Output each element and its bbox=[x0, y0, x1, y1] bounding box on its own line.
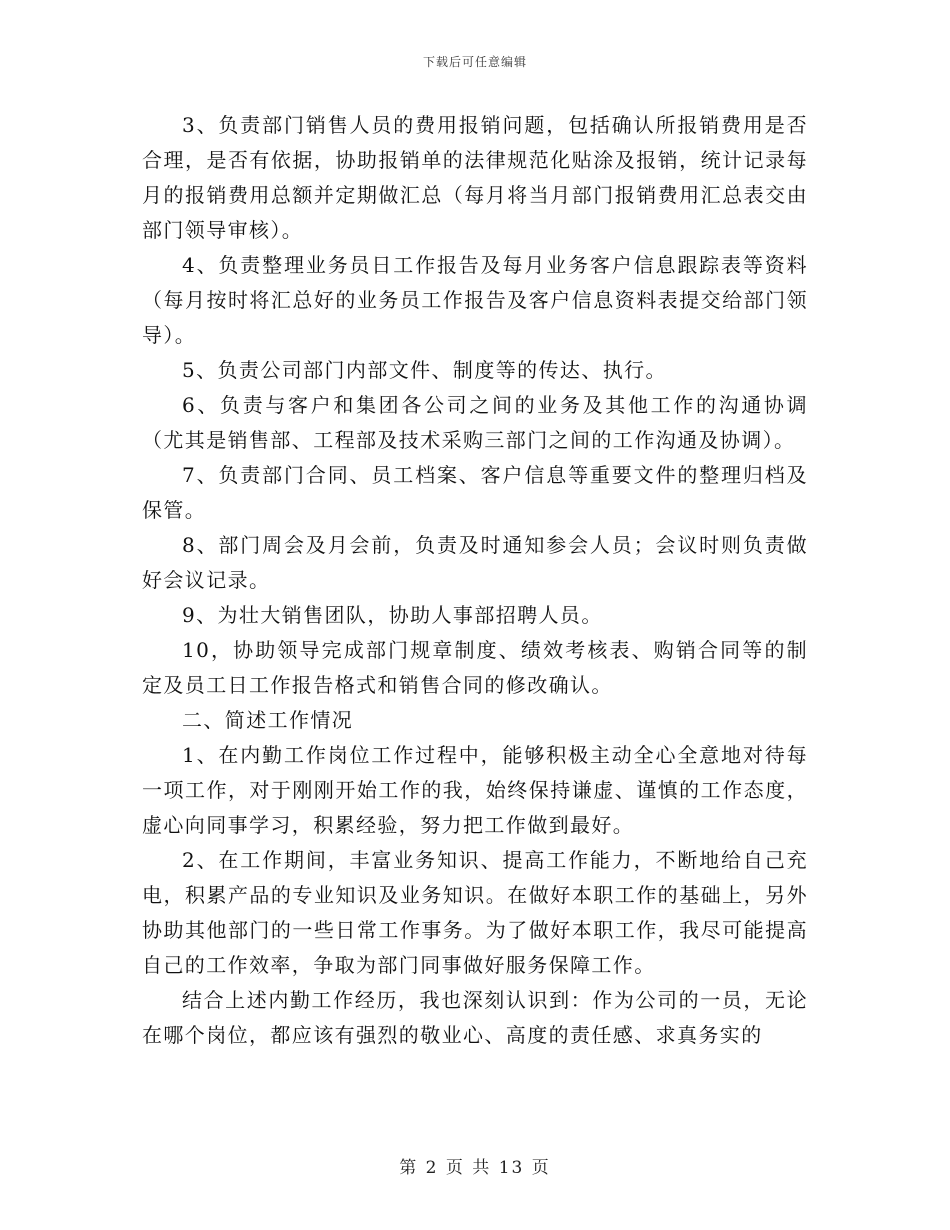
page-number: 第 2 页 共 13 页 bbox=[399, 1158, 551, 1178]
paragraph-duty-7: 7、负责部门合同、员工档案、客户信息等重要文件的整理归档及保管。 bbox=[142, 463, 808, 522]
document-body bbox=[142, 108, 808, 1053]
section-heading-work-overview: 二、简述工作情况 bbox=[182, 708, 354, 732]
paragraph-duty-9: 9、为壮大销售团队，协助人事部招聘人员。 bbox=[182, 603, 603, 627]
paragraph-duty-3: 3、负责部门销售人员的费用报销问题，包括确认所报销费用是否合理，是否有依据，协助报销单的法律规范化贴涂及报销，统计记录每月的报销费用总额并定期做汇总（每月将当月部门报销费用汇总表交由部门领导审核）。 bbox=[142, 113, 808, 242]
page-header: 下载后可任意编辑 bbox=[422, 55, 527, 69]
paragraph-duty-4: 4、负责整理业务员日工作报告及每月业务客户信息跟踪表等资料（每月按时将汇总好的业务员工作报告及客户信息资料表提交给部门领导）。 bbox=[142, 253, 808, 347]
paragraph-work-1: 1、在内勤工作岗位工作过程中，能够积极主动全心全意地对待每一项工作，对于刚刚开始工作的我，始终保持谦虚、谨慎的工作态度，虚心向同事学习，积累经验，努力把工作做到最好。 bbox=[142, 743, 808, 837]
paragraph-duty-8: 8、部门周会及月会前，负责及时通知参会人员；会议时则负责做好会议记录。 bbox=[142, 533, 808, 592]
paragraph-duty-5: 5、负责公司部门内部文件、制度等的传达、执行。 bbox=[182, 358, 667, 382]
paragraph-conclusion: 结合上述内勤工作经历，我也深刻认识到：作为公司的一员，无论在哪个岗位，都应该有强烈的敬业心、高度的责任感、求真务实的 bbox=[142, 988, 808, 1047]
paragraph-duty-10: 10，协助领导完成部门规章制度、绩效考核表、购销合同等的制定及员工日工作报告格式和销售合同的修改确认。 bbox=[142, 638, 808, 697]
paragraph-work-2: 2、在工作期间，丰富业务知识、提高工作能力，不断地给自己充电，积累产品的专业知识及业务知识。在做好本职工作的基础上，另外协助其他部门的一些日常工作事务。为了做好本职工作，我尽可能提高自己的工作效率，争取为部门同事做好服务保障工作。 bbox=[142, 848, 808, 977]
paragraph-duty-6: 6、负责与客户和集团各公司之间的业务及其他工作的沟通协调（尤其是销售部、工程部及技术采购三部门之间的工作沟通及协调）。 bbox=[142, 393, 808, 452]
